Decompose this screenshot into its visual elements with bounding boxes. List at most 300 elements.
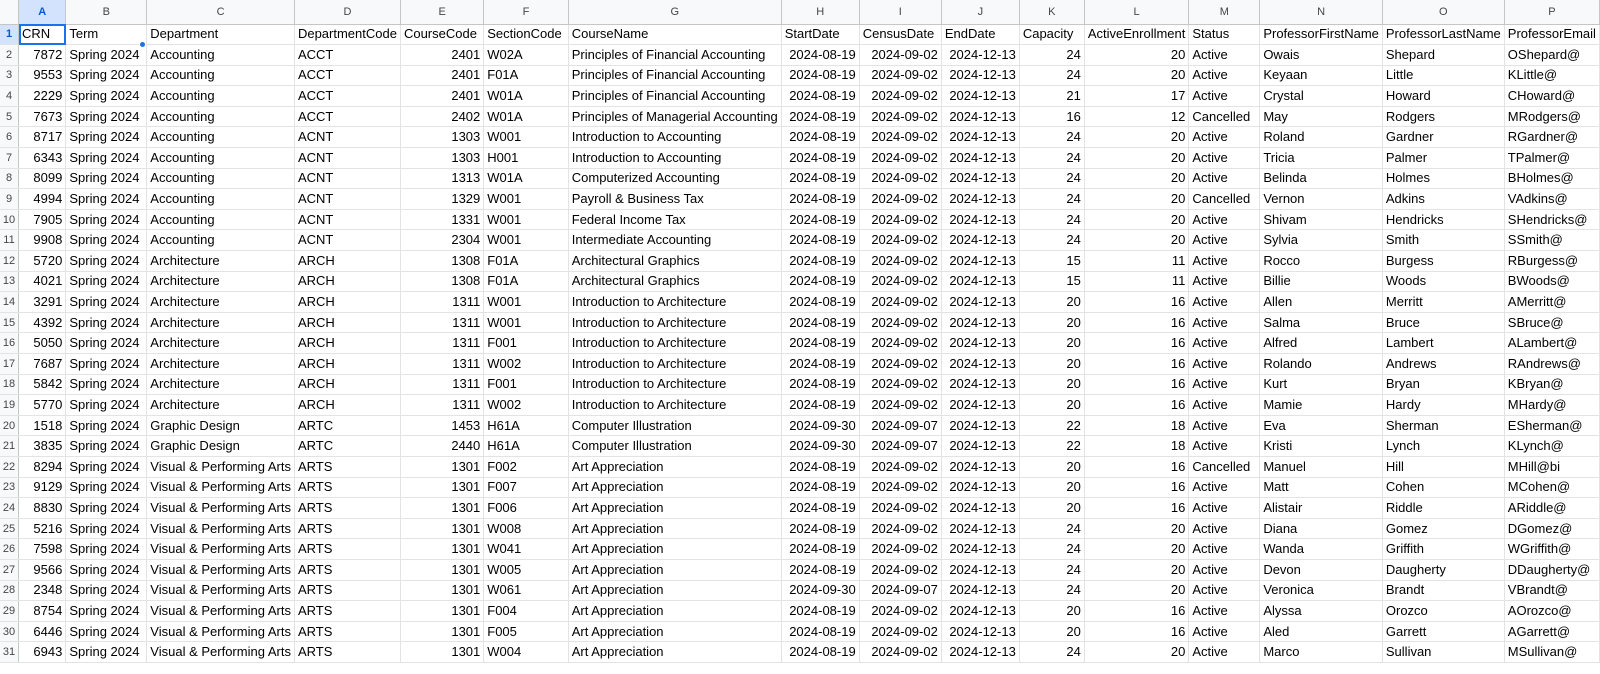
cell[interactable]: 16 [1084, 601, 1189, 622]
cell[interactable]: Rolando [1260, 354, 1383, 375]
cell[interactable]: Owais [1260, 45, 1383, 66]
cell[interactable]: ARTS [294, 518, 400, 539]
column-header-h[interactable]: H [781, 0, 859, 24]
cell[interactable]: 8754 [19, 601, 66, 622]
row-number[interactable]: 4 [0, 86, 19, 107]
cell[interactable]: 16 [1084, 354, 1189, 375]
cell[interactable]: F001 [484, 333, 568, 354]
cell[interactable]: VAdkins@ [1504, 189, 1599, 210]
cell[interactable]: WGriffith@ [1504, 539, 1599, 560]
cell[interactable]: 20 [1084, 209, 1189, 230]
cell[interactable]: Active [1189, 601, 1260, 622]
cell[interactable]: 2024-12-13 [941, 580, 1019, 601]
cell[interactable]: Little [1382, 65, 1504, 86]
cell[interactable]: 2024-12-13 [941, 477, 1019, 498]
cell[interactable]: 4392 [19, 312, 66, 333]
cell[interactable]: W005 [484, 559, 568, 580]
cell[interactable]: 2024-09-02 [859, 127, 941, 148]
cell[interactable]: ALambert@ [1504, 333, 1599, 354]
cell[interactable]: Kurt [1260, 374, 1383, 395]
row-number[interactable]: 11 [0, 230, 19, 251]
cell[interactable]: 2024-12-13 [941, 395, 1019, 416]
cell[interactable]: 20 [1019, 621, 1084, 642]
cell[interactable]: Spring 2024 [66, 498, 147, 519]
cell[interactable]: Active [1189, 251, 1260, 272]
cell[interactable]: F007 [484, 477, 568, 498]
cell[interactable]: Accounting [147, 168, 295, 189]
cell[interactable]: 2024-12-13 [941, 45, 1019, 66]
cell[interactable]: Accounting [147, 230, 295, 251]
column-title-cell[interactable]: SectionCode [484, 24, 568, 45]
cell[interactable]: Billie [1260, 271, 1383, 292]
cell[interactable]: Spring 2024 [66, 601, 147, 622]
cell[interactable]: KBryan@ [1504, 374, 1599, 395]
cell[interactable]: 2024-09-02 [859, 518, 941, 539]
cell[interactable]: 2024-09-02 [859, 106, 941, 127]
cell[interactable]: 24 [1019, 209, 1084, 230]
cell[interactable]: MCohen@ [1504, 477, 1599, 498]
cell[interactable]: 20 [1019, 374, 1084, 395]
cell[interactable]: Spring 2024 [66, 436, 147, 457]
cell[interactable]: 2024-12-13 [941, 456, 1019, 477]
cell[interactable]: Active [1189, 559, 1260, 580]
cell[interactable]: ARCH [294, 312, 400, 333]
row-number[interactable]: 23 [0, 477, 19, 498]
cell[interactable]: 20 [1019, 395, 1084, 416]
cell[interactable]: Art Appreciation [568, 601, 781, 622]
cell[interactable]: 2024-08-19 [781, 642, 859, 663]
column-header-k[interactable]: K [1019, 0, 1084, 24]
cell[interactable]: Principles of Financial Accounting [568, 65, 781, 86]
cell[interactable]: Keyaan [1260, 65, 1383, 86]
cell[interactable]: 1311 [400, 395, 483, 416]
cell[interactable]: 2024-12-13 [941, 209, 1019, 230]
cell[interactable]: Active [1189, 148, 1260, 169]
cell[interactable]: RBurgess@ [1504, 251, 1599, 272]
cell[interactable]: SSmith@ [1504, 230, 1599, 251]
cell[interactable]: 2024-08-19 [781, 209, 859, 230]
cell[interactable]: Active [1189, 518, 1260, 539]
column-title-cell[interactable]: DepartmentCode [294, 24, 400, 45]
cell[interactable]: 15 [1019, 251, 1084, 272]
cell[interactable]: Aled [1260, 621, 1383, 642]
cell[interactable]: 20 [1084, 45, 1189, 66]
cell[interactable]: Accounting [147, 106, 295, 127]
column-header-p[interactable]: P [1504, 0, 1599, 24]
cell[interactable]: 1301 [400, 498, 483, 519]
cell[interactable]: Principles of Managerial Accounting [568, 106, 781, 127]
cell[interactable]: 5720 [19, 251, 66, 272]
cell[interactable]: Active [1189, 292, 1260, 313]
cell[interactable]: ARTS [294, 559, 400, 580]
cell[interactable]: 2024-09-30 [781, 580, 859, 601]
cell[interactable]: ESherman@ [1504, 415, 1599, 436]
cell[interactable]: Accounting [147, 45, 295, 66]
cell[interactable]: 2024-09-30 [781, 415, 859, 436]
cell[interactable]: 2024-08-19 [781, 106, 859, 127]
cell[interactable]: 24 [1019, 45, 1084, 66]
cell[interactable]: Architectural Graphics [568, 271, 781, 292]
cell[interactable]: Computer Illustration [568, 436, 781, 457]
cell[interactable]: RAndrews@ [1504, 354, 1599, 375]
cell[interactable]: BHolmes@ [1504, 168, 1599, 189]
cell[interactable]: Matt [1260, 477, 1383, 498]
cell[interactable]: Computerized Accounting [568, 168, 781, 189]
cell[interactable]: 24 [1019, 539, 1084, 560]
cell[interactable]: ARTC [294, 415, 400, 436]
cell[interactable]: Lambert [1382, 333, 1504, 354]
cell[interactable]: Manuel [1260, 456, 1383, 477]
cell[interactable]: ARCH [294, 271, 400, 292]
cell[interactable]: MSullivan@ [1504, 642, 1599, 663]
cell[interactable]: Spring 2024 [66, 374, 147, 395]
cell[interactable]: Cancelled [1189, 189, 1260, 210]
cell[interactable]: H001 [484, 148, 568, 169]
cell[interactable]: Active [1189, 395, 1260, 416]
cell[interactable]: 16 [1084, 621, 1189, 642]
cell[interactable]: Holmes [1382, 168, 1504, 189]
cell[interactable]: 16 [1084, 312, 1189, 333]
cell[interactable]: 2401 [400, 65, 483, 86]
cell[interactable]: Spring 2024 [66, 148, 147, 169]
cell[interactable]: 2024-12-13 [941, 106, 1019, 127]
row-number[interactable]: 9 [0, 189, 19, 210]
cell[interactable]: 24 [1019, 518, 1084, 539]
cell[interactable]: 2024-09-02 [859, 621, 941, 642]
cell[interactable]: ARCH [294, 333, 400, 354]
cell[interactable]: Introduction to Architecture [568, 354, 781, 375]
cell[interactable]: W001 [484, 230, 568, 251]
cell[interactable]: 2024-09-07 [859, 415, 941, 436]
cell[interactable]: 8099 [19, 168, 66, 189]
cell[interactable]: 2024-08-19 [781, 395, 859, 416]
cell[interactable]: Spring 2024 [66, 333, 147, 354]
cell[interactable]: Active [1189, 642, 1260, 663]
row-number[interactable]: 24 [0, 498, 19, 519]
cell[interactable]: 2024-09-07 [859, 580, 941, 601]
cell[interactable]: May [1260, 106, 1383, 127]
cell[interactable]: 2024-09-02 [859, 45, 941, 66]
row-number[interactable]: 21 [0, 436, 19, 457]
cell[interactable]: 2024-08-19 [781, 601, 859, 622]
cell[interactable]: Alfred [1260, 333, 1383, 354]
cell[interactable]: 1301 [400, 518, 483, 539]
cell[interactable]: KLittle@ [1504, 65, 1599, 86]
cell[interactable]: 2024-09-07 [859, 436, 941, 457]
cell[interactable]: Architectural Graphics [568, 251, 781, 272]
cell[interactable]: Bryan [1382, 374, 1504, 395]
cell[interactable]: Spring 2024 [66, 127, 147, 148]
cell[interactable]: 7872 [19, 45, 66, 66]
cell[interactable]: 1301 [400, 539, 483, 560]
cell[interactable]: Spring 2024 [66, 518, 147, 539]
cell[interactable]: 2024-12-13 [941, 312, 1019, 333]
cell[interactable]: 2024-09-02 [859, 477, 941, 498]
column-header-b[interactable]: B [66, 0, 147, 24]
cell[interactable]: Art Appreciation [568, 642, 781, 663]
cell[interactable]: AOrozco@ [1504, 601, 1599, 622]
cell[interactable]: 2024-12-13 [941, 86, 1019, 107]
column-title-cell[interactable]: Term [66, 24, 147, 45]
cell[interactable]: 16 [1084, 292, 1189, 313]
cell[interactable]: 16 [1084, 477, 1189, 498]
cell[interactable]: BWoods@ [1504, 271, 1599, 292]
cell[interactable]: 7905 [19, 209, 66, 230]
cell[interactable]: Spring 2024 [66, 621, 147, 642]
cell[interactable]: DGomez@ [1504, 518, 1599, 539]
cell[interactable]: Introduction to Accounting [568, 127, 781, 148]
cell[interactable]: Active [1189, 333, 1260, 354]
cell[interactable]: 18 [1084, 415, 1189, 436]
column-header-i[interactable]: I [859, 0, 941, 24]
cell[interactable]: Garrett [1382, 621, 1504, 642]
cell[interactable]: 2024-12-13 [941, 251, 1019, 272]
cell[interactable]: 9908 [19, 230, 66, 251]
cell[interactable]: 2024-09-02 [859, 312, 941, 333]
cell[interactable]: 20 [1084, 559, 1189, 580]
cell[interactable]: 24 [1019, 148, 1084, 169]
cell[interactable]: Spring 2024 [66, 251, 147, 272]
cell[interactable]: 2024-09-02 [859, 86, 941, 107]
cell[interactable]: 2024-12-13 [941, 148, 1019, 169]
column-header-n[interactable]: N [1260, 0, 1383, 24]
cell[interactable]: 2024-08-19 [781, 251, 859, 272]
cell[interactable]: 2024-08-19 [781, 498, 859, 519]
cell[interactable]: Sylvia [1260, 230, 1383, 251]
cell[interactable]: Marco [1260, 642, 1383, 663]
cell[interactable]: Gomez [1382, 518, 1504, 539]
cell[interactable]: 22 [1019, 436, 1084, 457]
cell[interactable]: Active [1189, 580, 1260, 601]
cell[interactable]: Kristi [1260, 436, 1383, 457]
cell[interactable]: 2024-09-02 [859, 189, 941, 210]
cell[interactable]: Accounting [147, 148, 295, 169]
cell[interactable]: Art Appreciation [568, 559, 781, 580]
cell[interactable]: ACCT [294, 86, 400, 107]
cell[interactable]: Spring 2024 [66, 209, 147, 230]
cell[interactable]: 2024-08-19 [781, 230, 859, 251]
cell[interactable]: 2024-08-19 [781, 559, 859, 580]
cell[interactable]: 8717 [19, 127, 66, 148]
column-title-cell[interactable]: ProfessorEmail [1504, 24, 1599, 45]
cell[interactable]: 2024-09-02 [859, 642, 941, 663]
cell[interactable]: 5842 [19, 374, 66, 395]
cell[interactable]: 20 [1084, 518, 1189, 539]
cell[interactable]: Howard [1382, 86, 1504, 107]
cell[interactable]: W008 [484, 518, 568, 539]
cell[interactable]: Architecture [147, 251, 295, 272]
cell[interactable]: 2024-08-19 [781, 189, 859, 210]
cell[interactable]: 16 [1019, 106, 1084, 127]
cell[interactable]: ARTS [294, 621, 400, 642]
row-number[interactable]: 14 [0, 292, 19, 313]
column-header-e[interactable]: E [400, 0, 483, 24]
cell[interactable]: Visual & Performing Arts [147, 621, 295, 642]
cell[interactable]: 2024-12-13 [941, 230, 1019, 251]
cell[interactable]: F002 [484, 456, 568, 477]
cell[interactable]: 22 [1019, 415, 1084, 436]
cell[interactable]: 2024-09-30 [781, 436, 859, 457]
cell[interactable]: 20 [1019, 333, 1084, 354]
column-title-cell[interactable]: ActiveEnrollment [1084, 24, 1189, 45]
cell[interactable]: Bruce [1382, 312, 1504, 333]
cell[interactable]: Introduction to Architecture [568, 374, 781, 395]
cell[interactable]: Accounting [147, 65, 295, 86]
cell[interactable]: 7673 [19, 106, 66, 127]
cell[interactable]: Active [1189, 168, 1260, 189]
cell[interactable]: 1301 [400, 642, 483, 663]
cell[interactable]: 2401 [400, 86, 483, 107]
cell[interactable]: MRodgers@ [1504, 106, 1599, 127]
cell[interactable]: Visual & Performing Arts [147, 601, 295, 622]
cell[interactable]: Introduction to Architecture [568, 333, 781, 354]
cell[interactable]: Active [1189, 539, 1260, 560]
cell[interactable]: W002 [484, 395, 568, 416]
cell[interactable]: 2024-12-13 [941, 168, 1019, 189]
cell[interactable]: 2024-12-13 [941, 65, 1019, 86]
cell[interactable]: Active [1189, 498, 1260, 519]
cell[interactable]: 20 [1084, 580, 1189, 601]
cell[interactable]: 1311 [400, 333, 483, 354]
cell[interactable]: F001 [484, 374, 568, 395]
cell[interactable]: 2024-12-13 [941, 518, 1019, 539]
cell[interactable]: Devon [1260, 559, 1383, 580]
cell[interactable]: Computer Illustration [568, 415, 781, 436]
cell[interactable]: Accounting [147, 209, 295, 230]
cell[interactable]: 2024-12-13 [941, 642, 1019, 663]
row-number[interactable]: 7 [0, 148, 19, 169]
cell[interactable]: KLynch@ [1504, 436, 1599, 457]
cell[interactable]: Spring 2024 [66, 642, 147, 663]
cell[interactable]: 2024-08-19 [781, 374, 859, 395]
cell[interactable]: 24 [1019, 168, 1084, 189]
cell[interactable]: Introduction to Architecture [568, 395, 781, 416]
cell[interactable]: Art Appreciation [568, 539, 781, 560]
cell[interactable]: 2024-12-13 [941, 415, 1019, 436]
cell[interactable]: Crystal [1260, 86, 1383, 107]
row-number[interactable]: 1 [0, 24, 19, 45]
cell[interactable]: 2024-09-02 [859, 271, 941, 292]
cell[interactable]: F006 [484, 498, 568, 519]
cell[interactable]: ACNT [294, 209, 400, 230]
column-title-cell[interactable]: CourseName [568, 24, 781, 45]
cell[interactable]: MHardy@ [1504, 395, 1599, 416]
cell[interactable]: Accounting [147, 86, 295, 107]
cell[interactable]: ARTS [294, 498, 400, 519]
cell[interactable]: ARCH [294, 292, 400, 313]
cell[interactable]: Visual & Performing Arts [147, 580, 295, 601]
cell[interactable]: Visual & Performing Arts [147, 456, 295, 477]
cell[interactable]: 1453 [400, 415, 483, 436]
cell[interactable]: 20 [1084, 148, 1189, 169]
cell[interactable]: 2401 [400, 45, 483, 66]
cell[interactable]: ARTS [294, 580, 400, 601]
cell[interactable]: 18 [1084, 436, 1189, 457]
row-number[interactable]: 16 [0, 333, 19, 354]
cell[interactable]: SBruce@ [1504, 312, 1599, 333]
column-title-cell[interactable]: EndDate [941, 24, 1019, 45]
cell[interactable]: Smith [1382, 230, 1504, 251]
cell[interactable]: Cancelled [1189, 456, 1260, 477]
cell[interactable]: 5216 [19, 518, 66, 539]
cell[interactable]: Architecture [147, 374, 295, 395]
cell[interactable]: Hardy [1382, 395, 1504, 416]
cell[interactable]: Shivam [1260, 209, 1383, 230]
cell[interactable]: 2024-08-19 [781, 539, 859, 560]
cell[interactable]: 2024-12-13 [941, 127, 1019, 148]
cell[interactable]: 1331 [400, 209, 483, 230]
cell[interactable]: Alyssa [1260, 601, 1383, 622]
cell[interactable]: 8294 [19, 456, 66, 477]
cell[interactable]: 2024-09-02 [859, 374, 941, 395]
column-header-o[interactable]: O [1382, 0, 1504, 24]
cell[interactable]: ACNT [294, 230, 400, 251]
cell[interactable]: 2024-09-02 [859, 168, 941, 189]
cell[interactable]: 1301 [400, 601, 483, 622]
cell[interactable]: 5050 [19, 333, 66, 354]
cell[interactable]: W01A [484, 86, 568, 107]
row-number[interactable]: 28 [0, 580, 19, 601]
cell[interactable]: AGarrett@ [1504, 621, 1599, 642]
cell[interactable]: Graphic Design [147, 415, 295, 436]
cell[interactable]: Active [1189, 271, 1260, 292]
cell[interactable]: 3291 [19, 292, 66, 313]
column-title-cell[interactable]: Department [147, 24, 295, 45]
cell[interactable]: 2402 [400, 106, 483, 127]
cell[interactable]: ACCT [294, 65, 400, 86]
cell[interactable]: Spring 2024 [66, 354, 147, 375]
cell[interactable]: 20 [1084, 65, 1189, 86]
cell[interactable]: SHendricks@ [1504, 209, 1599, 230]
cell[interactable]: Salma [1260, 312, 1383, 333]
cell[interactable]: Architecture [147, 333, 295, 354]
cell[interactable]: 2024-08-19 [781, 168, 859, 189]
cell[interactable]: Roland [1260, 127, 1383, 148]
cell[interactable]: 1301 [400, 559, 483, 580]
cell[interactable]: Spring 2024 [66, 65, 147, 86]
cell[interactable]: Accounting [147, 127, 295, 148]
cell[interactable]: 6446 [19, 621, 66, 642]
cell[interactable]: Griffith [1382, 539, 1504, 560]
cell[interactable]: 1301 [400, 477, 483, 498]
cell[interactable]: W01A [484, 168, 568, 189]
cell[interactable]: Spring 2024 [66, 189, 147, 210]
cell[interactable]: Allen [1260, 292, 1383, 313]
cell[interactable]: 1303 [400, 148, 483, 169]
cell[interactable]: Active [1189, 415, 1260, 436]
column-header-j[interactable]: J [941, 0, 1019, 24]
cell[interactable]: 2024-08-19 [781, 518, 859, 539]
cell[interactable]: 24 [1019, 189, 1084, 210]
cell[interactable]: Art Appreciation [568, 621, 781, 642]
cell[interactable]: 2024-12-13 [941, 333, 1019, 354]
cell[interactable]: Active [1189, 127, 1260, 148]
row-number[interactable]: 30 [0, 621, 19, 642]
cell[interactable]: W002 [484, 354, 568, 375]
cell[interactable]: 2024-09-02 [859, 456, 941, 477]
cell[interactable]: ACCT [294, 45, 400, 66]
cell[interactable]: 1329 [400, 189, 483, 210]
cell[interactable]: 1301 [400, 621, 483, 642]
row-number[interactable]: 18 [0, 374, 19, 395]
cell[interactable]: 1301 [400, 456, 483, 477]
cell[interactable]: W01A [484, 106, 568, 127]
row-number[interactable]: 2 [0, 45, 19, 66]
cell[interactable]: 4994 [19, 189, 66, 210]
fill-handle[interactable] [139, 41, 146, 48]
cell[interactable]: Art Appreciation [568, 456, 781, 477]
cell[interactable]: Visual & Performing Arts [147, 498, 295, 519]
